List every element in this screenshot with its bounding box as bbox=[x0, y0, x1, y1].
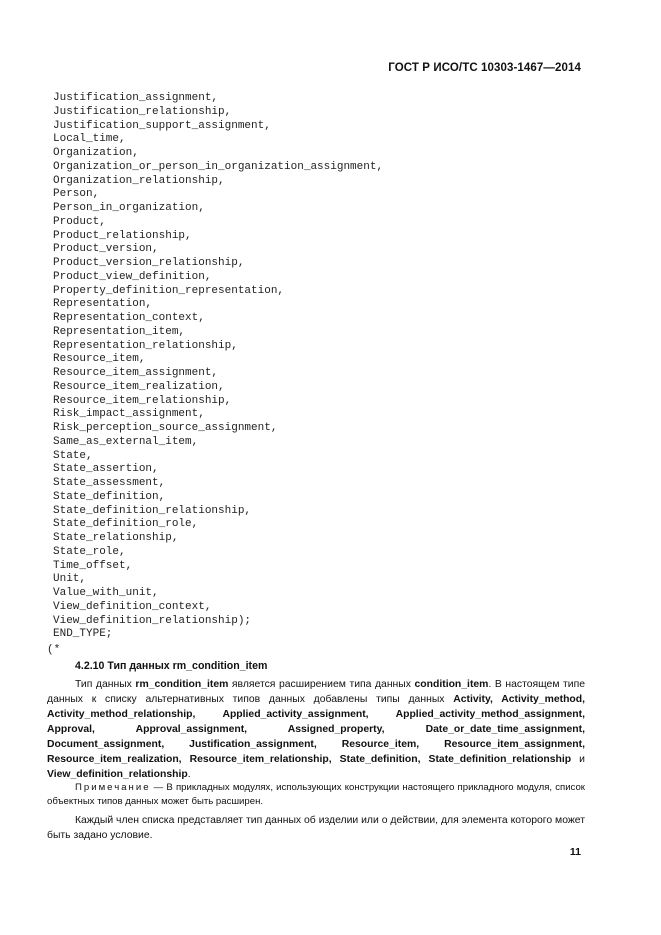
code-line: Value_with_unit, bbox=[53, 587, 159, 599]
code-line: Representation_context, bbox=[53, 312, 205, 324]
code-line: Product, bbox=[53, 215, 106, 228]
code-line: Justification_support_assignment, bbox=[53, 119, 271, 132]
code-line: State, bbox=[53, 449, 93, 462]
code-line: State_relationship, bbox=[53, 532, 179, 544]
code-line: END_TYPE; bbox=[53, 628, 113, 641]
code-line: Organization_or_person_in_organization_assignment, bbox=[53, 160, 384, 173]
code-line: Representation_item, bbox=[53, 325, 186, 338]
code-line: Person, bbox=[53, 188, 100, 201]
code-line: Same_as_external_item, bbox=[53, 435, 199, 448]
code-line: Resource_item_realization, bbox=[53, 380, 225, 393]
code-line: Resource_item_assignment, bbox=[53, 367, 219, 379]
code-line: State_assertion, bbox=[53, 463, 159, 476]
code-line: Representation, bbox=[53, 298, 153, 311]
code-line: Resource_item_relationship, bbox=[53, 394, 232, 407]
code-line: View_definition_relationship); bbox=[53, 614, 252, 627]
note-label: Примечание bbox=[75, 782, 151, 793]
code-line: Unit, bbox=[53, 573, 87, 586]
code-line: Justification_assignment, bbox=[53, 92, 219, 104]
paragraph-description: Тип данных rm_condition_item является расширением типа данных condition_item. В настоящем типе данных к списку альтернативных типов данных добавлены типы данных Activity, Activity_method, Activity_method_relationship, Applied_activity_assignment, Applied_activity_method_assignment, Approval, Approval_assignment, Assigned_property, Date_or_date_time_assignment, Document_assignment, Justification_assignment, Resource_item, Resource_item_assignment, Resource_item_realization, Resource_item_relationship, State_definition, State_definition_relationship и View_definition_relationship. bbox=[47, 679, 586, 780]
code-line: Property_definition_representation, bbox=[53, 284, 285, 297]
note-paragraph bbox=[47, 781, 585, 809]
code-line: Resource_item, bbox=[53, 353, 146, 366]
code-line: Organization, bbox=[53, 147, 139, 159]
standard-header: ГОСТ Р ИСО/ТС 10303-1467—2014 bbox=[388, 62, 581, 74]
code-line: Product_version, bbox=[53, 243, 159, 256]
code-line: Time_offset, bbox=[53, 559, 133, 572]
code-line: Risk_impact_assignment, bbox=[53, 408, 205, 421]
code-line: State_role, bbox=[53, 545, 126, 558]
paragraph-list-member: Каждый член списка представляет тип данных об изделии или о действии, для элемента которого может быть задано условие. bbox=[47, 815, 585, 841]
comment-open: (* bbox=[47, 644, 61, 656]
express-code-block bbox=[53, 92, 383, 642]
code-line: Local_time, bbox=[53, 133, 126, 146]
code-line: Representation_relationship, bbox=[53, 339, 238, 352]
page-number: 11 bbox=[569, 846, 581, 858]
section-title: 4.2.10 Тип данных rm_condition_item bbox=[75, 660, 268, 672]
code-line: State_definition_role, bbox=[53, 518, 199, 531]
code-line: Person_in_organization, bbox=[53, 202, 205, 214]
code-line: Product_view_definition, bbox=[53, 270, 212, 283]
code-line: Justification_relationship, bbox=[53, 105, 232, 118]
code-line: Risk_perception_source_assignment, bbox=[53, 422, 278, 434]
code-line: State_assessment, bbox=[53, 477, 166, 489]
note-text: — В прикладных модулях, использующих конструкции настоящего прикладного модуля, список объектных типов данных может быть расширен. bbox=[47, 782, 585, 807]
code-line: View_definition_context, bbox=[53, 600, 212, 613]
code-line: Organization_relationship, bbox=[53, 174, 225, 187]
code-line: State_definition_relationship, bbox=[53, 504, 252, 517]
code-line: State_definition, bbox=[53, 490, 166, 503]
code-line: Product_relationship, bbox=[53, 229, 192, 242]
code-line: Product_version_relationship, bbox=[53, 257, 245, 269]
